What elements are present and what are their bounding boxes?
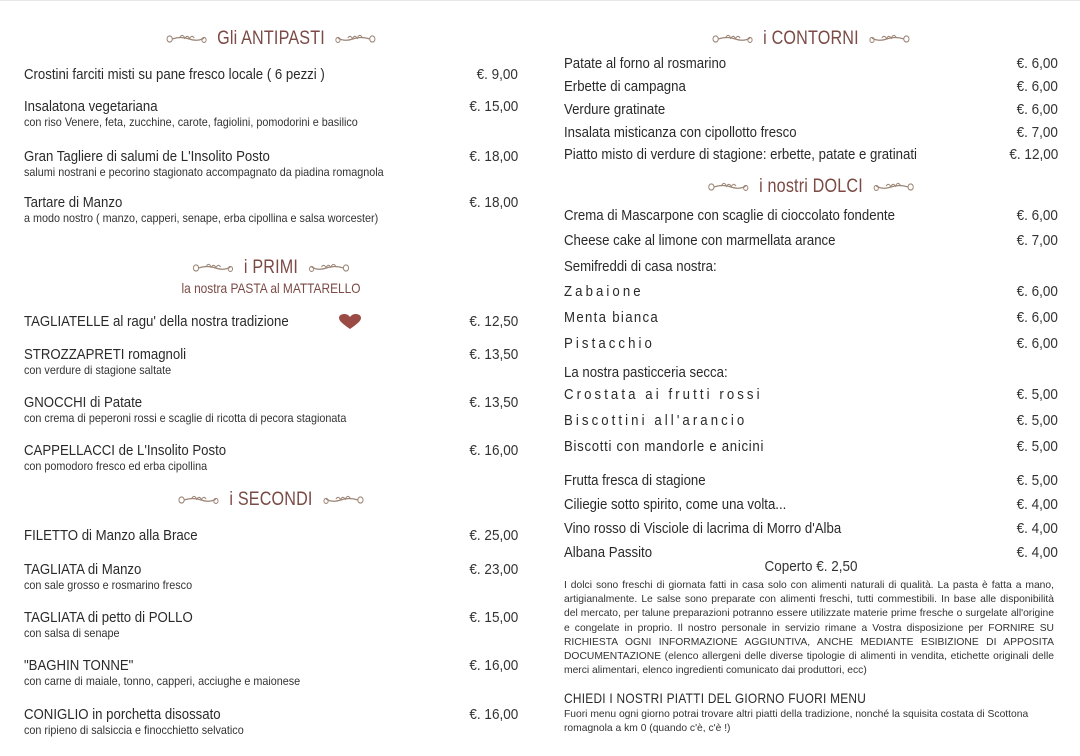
menu-item: STROZZAPRETI romagnoli con verdure di stagione saltate €. 13,50 (24, 346, 518, 377)
ornament-left-icon (710, 32, 754, 46)
daily-specials-text: Fuori menu ogni giorno potrai trovare altri piatti della tradizione, nonché la squisita costata di Scottona romagnola a km 0 (quando c'è, c'è !) (564, 709, 1029, 735)
heart-icon (339, 314, 361, 330)
menu-item: CONIGLIO in porchetta disossato con ripieno di salsiccia e finocchietto selvatico €. 16,00 (24, 706, 518, 737)
menu-item: Vino rosso di Visciole di lacrima di Morro d'Alba €. 4,00 (564, 520, 1058, 537)
menu-item: Crostini farciti misti su pane fresco locale ( 6 pezzi ) €. 9,00 (24, 66, 518, 83)
menu-item: TAGLIATA di Manzo con sale grosso e rosmarino fresco €. 23,00 (24, 561, 518, 592)
menu-item: Albana Passito €. 4,00 (564, 544, 1058, 561)
menu-item: Pistacchio €. 6,00 (564, 335, 1058, 352)
menu-item: Erbette di campagna €. 6,00 (564, 78, 1058, 95)
menu-item: Patate al forno al rosmarino €. 6,00 (564, 55, 1058, 72)
section-primi-title: i PRIMI (61, 257, 481, 279)
top-border (0, 0, 1080, 1)
daily-specials-heading: CHIEDI I NOSTRI PIATTI DEL GIORNO FUORI MENU (564, 690, 867, 706)
section-secondi-title: i SECONDI (61, 489, 481, 511)
section-antipasti-title: Gli ANTIPASTI (61, 28, 481, 50)
section-contorni-title: i CONTORNI (601, 28, 1021, 50)
menu-item: "BAGHIN TONNE" con carne di maiale, tonno, capperi, acciughe e maionese €. 16,00 (24, 657, 518, 688)
menu-item: Gran Tagliere di salumi de L'Insolito Posto salumi nostrani e pecorino stagionato accompagnato da piadina romagnola €. 18,00 (24, 148, 518, 179)
allergen-notes: I dolci sono freschi di giornata fatti in casa solo con alimenti naturali di qualità. La pasta è fatta a mano, artigianalmente. Le salse sono preparate con alimenti freschi, tutti commestibili. In base alle disponibilità del mercato, per talune preparazioni potranno essere utilizzate materie prime fresche o surgelate all'origine e congelate in proprio. Il nostro personale in servizio rimane a Vostra disposizione per FORNIRE SU RICHIESTA OGNI INFORMAZIONE AGGIUNTIVA, ANCHE MEDIANTE ESIBIZIONE DI APPOSITA DOCUMENTAZIONE (elenco allergeni delle diverse tipologie di alimenti in vendita, etichette originali delle merci alimentari, elenco ingredienti comunicato dai produttori, ecc) (564, 580, 1054, 677)
ornament-left-icon (706, 180, 750, 194)
ornament-left-icon (164, 32, 208, 46)
menu-item: Verdure gratinate €. 6,00 (564, 101, 1058, 118)
menu-item: Tartare di Manzo a modo nostro ( manzo, capperi, senape, erba cipollina e salsa worcester) €. 18,00 (24, 194, 518, 225)
menu-item: Crostata ai frutti rossi €. 5,00 (564, 386, 1058, 403)
menu-item: Piatto misto di verdure di stagione: erbette, patate e gratinati €. 12,00 (564, 146, 1058, 163)
menu-item: TAGLIATELLE al ragu' della nostra tradizione €. 12,50 (24, 313, 518, 330)
menu-item: Biscottini all'arancio €. 5,00 (564, 412, 1058, 429)
menu-item: Zabaione €. 6,00 (564, 283, 1058, 300)
section-dolci-title: i nostri DOLCI (601, 176, 1021, 198)
menu-item: TAGLIATA di petto di POLLO con salsa di senape €. 15,00 (24, 609, 518, 640)
ornament-left-icon (177, 493, 221, 507)
menu-subheading: La nostra pasticceria secca: (564, 364, 728, 381)
menu-item: CAPPELLACCI de L'Insolito Posto con pomodoro fresco ed erba cipollina €. 16,00 (24, 442, 518, 473)
menu-item: Insalata misticanza con cipollotto fresco €. 7,00 (564, 124, 1058, 141)
menu-item: Menta bianca €. 6,00 (564, 309, 1058, 326)
menu-item: Ciliegie sotto spirito, come una volta... €. 4,00 (564, 496, 1058, 513)
menu-item: GNOCCHI di Patate con crema di peperoni rossi e scaglie di ricotta di pecora stagionata €. 13,50 (24, 394, 518, 425)
menu-subheading: Semifreddi di casa nostra: (564, 258, 717, 275)
menu-item: Insalatona vegetariana con riso Venere, feta, zucchine, carote, fagiolini, pomodorini e basilico €. 15,00 (24, 98, 518, 129)
ornament-right-icon (321, 493, 365, 507)
menu-item: Biscotti con mandorle e anicini €. 5,00 (564, 438, 1058, 455)
ornament-right-icon (307, 261, 351, 275)
menu-item: Frutta fresca di stagione €. 5,00 (564, 472, 1058, 489)
menu-item: Cheese cake al limone con marmellata arance €. 7,00 (564, 232, 1058, 249)
menu-item: FILETTO di Manzo alla Brace €. 25,00 (24, 527, 518, 544)
ornament-right-icon (333, 32, 377, 46)
ornament-right-icon (867, 32, 911, 46)
ornament-right-icon (871, 180, 915, 194)
menu-item: Crema di Mascarpone con scaglie di cioccolato fondente €. 6,00 (564, 207, 1058, 224)
ornament-left-icon (191, 261, 235, 275)
cover-charge: Coperto €. 2,50 (764, 558, 858, 575)
section-primi-subtitle: la nostra PASTA al MATTARELLO (181, 280, 361, 296)
